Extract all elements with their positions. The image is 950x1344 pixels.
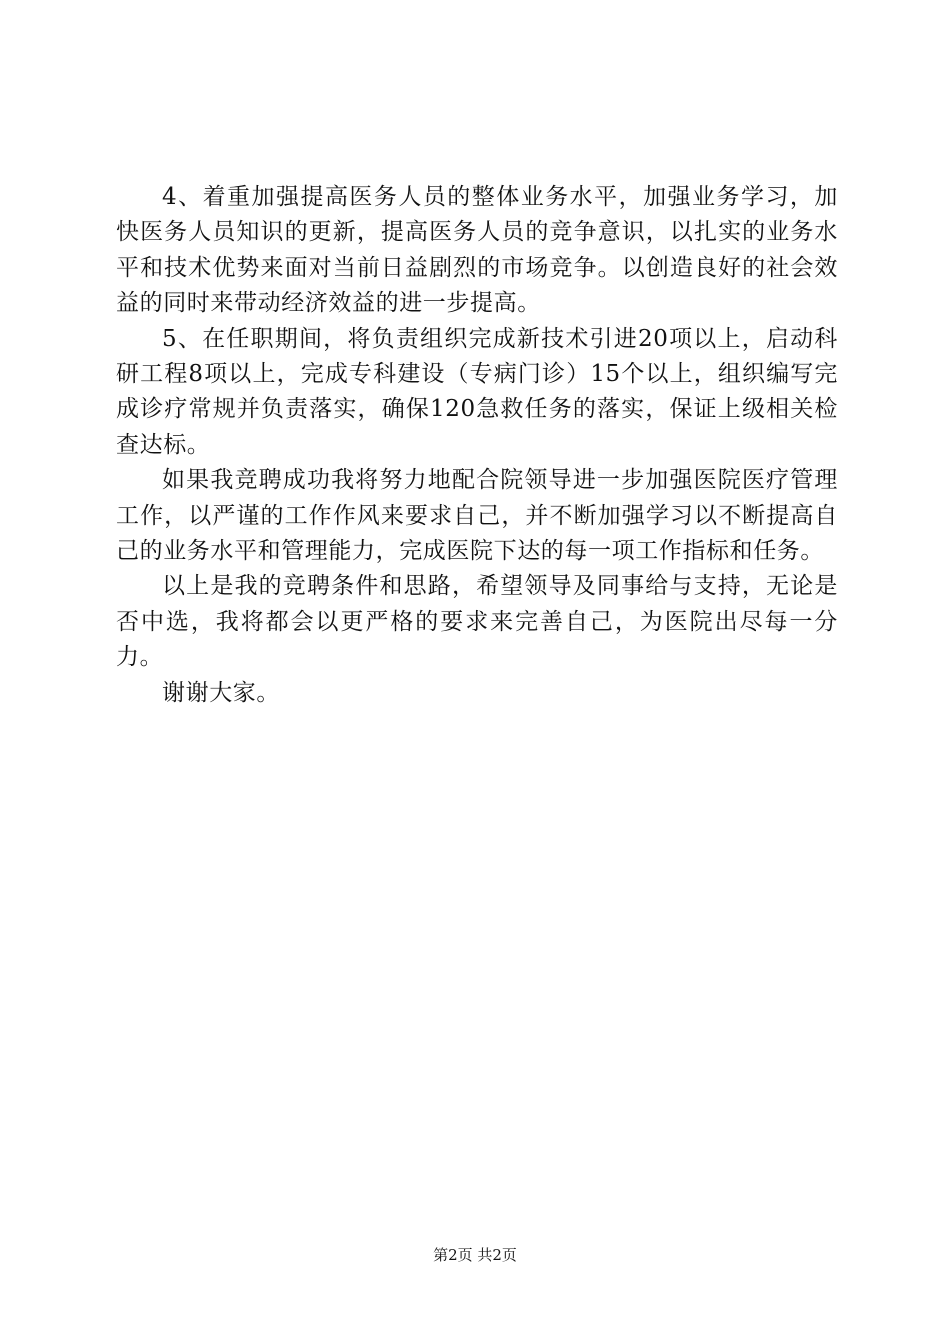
- paragraph-thanks: 谢谢大家。: [162, 679, 280, 706]
- document-body: [116, 180, 838, 711]
- page-number-footer: 第2页 共2页: [433, 1246, 517, 1264]
- paragraph-commitment: 如果我竞聘成功我将努力地配合院领导进一步加强医院医疗管理工作，以严谨的工作作风来要求自己，并不断加强学习以不断提高自己的业务水平和管理能力，完成医院下达的每一项工作指标和任务。: [116, 467, 838, 565]
- paragraph-conclusion: 以上是我的竞聘条件和思路，希望领导及同事给与支持，无论是否中选，我将都会以更严格的要求来完善自己，为医院出尽每一分力。: [116, 573, 838, 671]
- paragraph-item-5: 5、在任职期间，将负责组织完成新技术引进20项以上，启动科研工程8项以上，完成专科建设（专病门诊）15个以上，组织编写完成诊疗常规并负责落实，确保120急救任务的落实，保证上级相关检查达标。: [116, 325, 838, 458]
- paragraph-item-4: 4、着重加强提高医务人员的整体业务水平，加强业务学习，加快医务人员知识的更新，提高医务人员的竞争意识，以扎实的业务水平和技术优势来面对当前日益剧烈的市场竞争。以创造良好的社会效益的同时来带动经济效益的进一步提高。: [116, 184, 838, 317]
